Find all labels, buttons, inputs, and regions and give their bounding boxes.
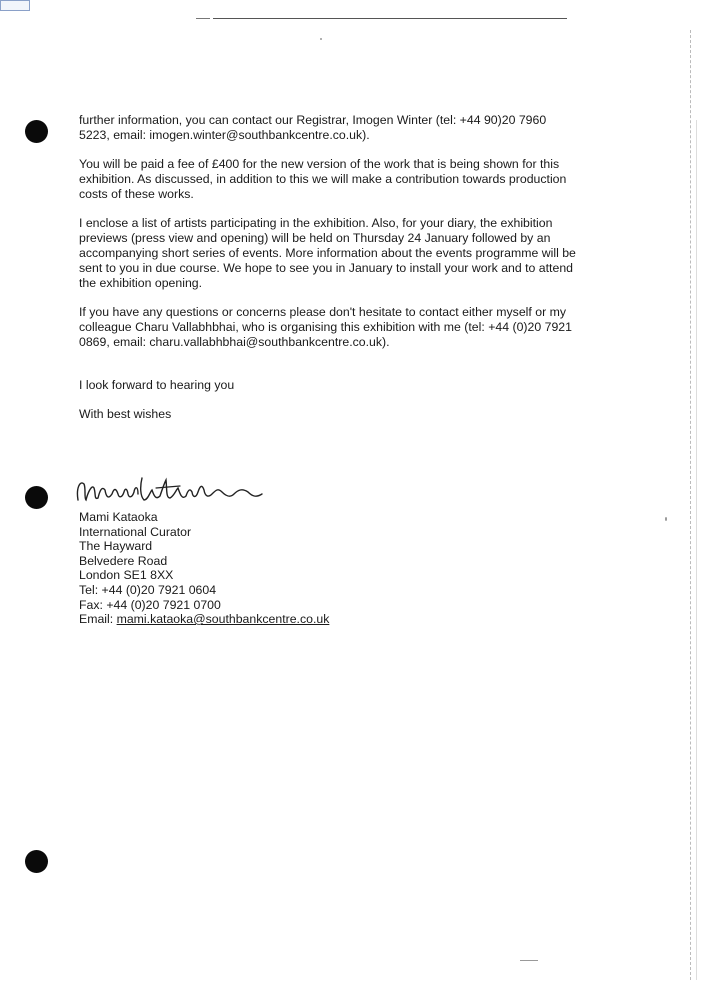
- signature-block: [79, 510, 479, 627]
- signer-name: Mami Kataoka: [79, 510, 158, 524]
- header-rule: [213, 18, 567, 19]
- email-line: [79, 612, 479, 627]
- scan-edge-line: [696, 120, 697, 980]
- closing-line: I look forward to hearing you: [79, 378, 235, 392]
- scan-edge-line: [690, 30, 691, 980]
- paragraph-contact: If you have any questions or concerns please don't hesitate to contact either myself or my colleague Charu Vallabhbhai, who is organising this exhibition with me (tel: +44 (0)20 7921 0869, email: charu.vallabhbhai@southbankcentre.co.uk).: [79, 305, 572, 349]
- paragraph-fee: You will be paid a fee of £400 for the new version of the work that is being shown for this exhibition. As discussed, in addition to this we will make a contribution towards production costs of these works.: [79, 157, 567, 201]
- header-rule-fragment: [196, 18, 210, 19]
- closing: [79, 378, 479, 436]
- punch-hole-icon: [25, 120, 48, 143]
- punch-hole-icon: [25, 486, 48, 509]
- signature-icon: [72, 470, 272, 510]
- scan-speck: [665, 517, 667, 521]
- corner-stamp: [0, 0, 30, 11]
- paragraph-registrar: further information, you can contact our Registrar, Imogen Winter (tel: +44 90)20 7960 5223, email: imogen.winter@southbankcentre.co.uk).: [79, 113, 547, 142]
- city-postcode: London SE1 8XX: [79, 568, 174, 583]
- telephone: Tel: +44 (0)20 7921 0604: [79, 582, 217, 597]
- fax: Fax: +44 (0)20 7921 0700: [79, 597, 221, 612]
- handwritten-signature: [72, 470, 272, 510]
- salutation: With best wishes: [79, 407, 172, 421]
- paragraph-artists: I enclose a list of artists participating in the exhibition. Also, for your diary, the exhibition previews (press view and opening) will be held on Thursday 24 January followed by an accompanying short series of events. More information about the events programme will be sent to you in due course. We hope to see you in January to install your work and to attend the exhibition opening.: [79, 216, 576, 290]
- signer-title: International Curator: [79, 524, 192, 539]
- email-link[interactable]: mami.kataoka@southbankcentre.co.uk: [116, 612, 330, 627]
- organisation: The Hayward: [79, 539, 153, 554]
- street-address: Belvedere Road: [79, 553, 168, 568]
- email-label: Email:: [79, 612, 117, 627]
- letter-body: [79, 113, 579, 364]
- scan-speck: [320, 38, 322, 40]
- scan-speck: [520, 960, 538, 961]
- punch-hole-icon: [25, 850, 48, 873]
